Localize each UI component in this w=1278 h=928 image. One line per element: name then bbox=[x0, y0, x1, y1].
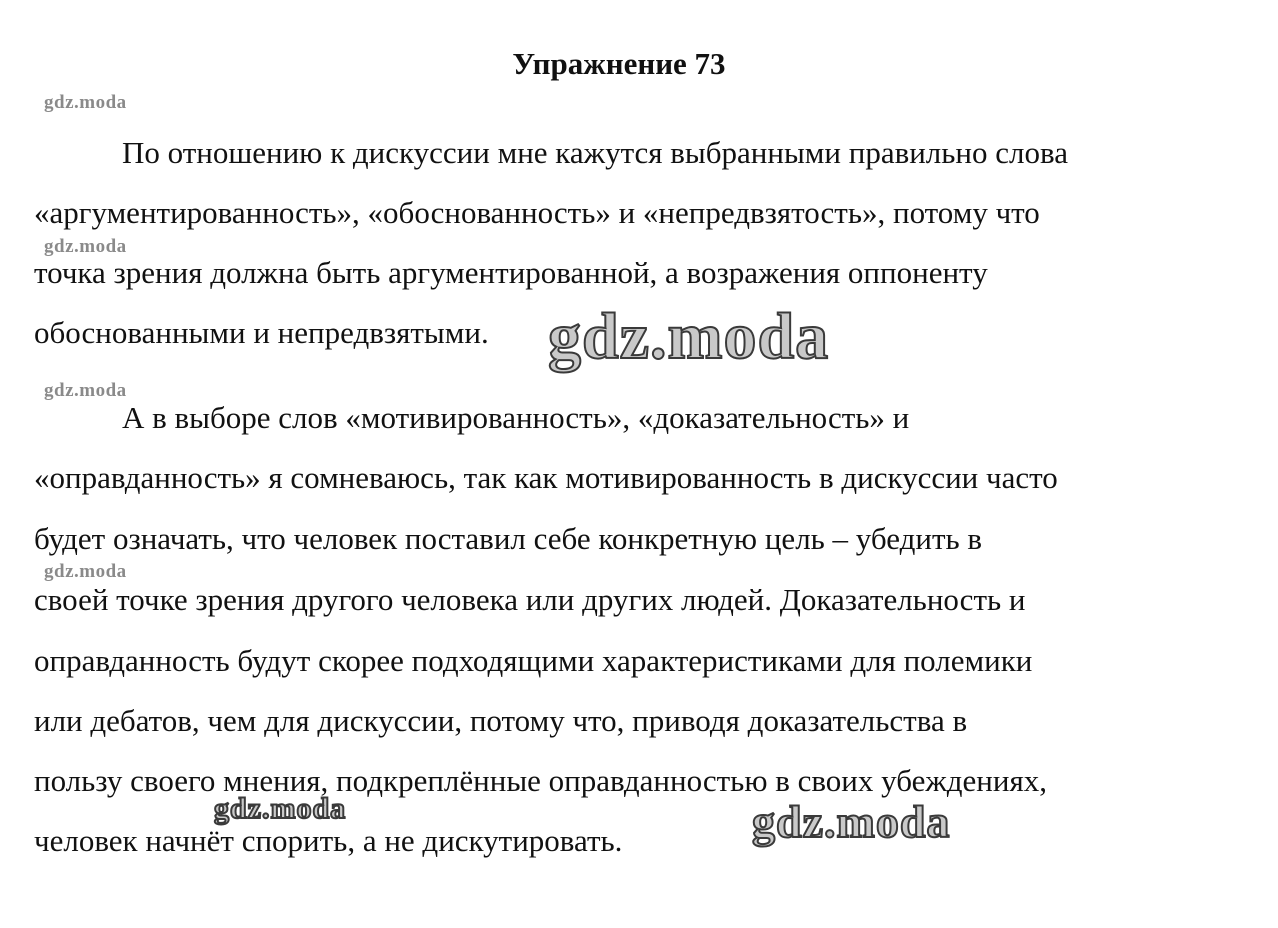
paragraph1-line: «аргументированность», «обоснованность» и «непредвзятость», потому что bbox=[34, 195, 1040, 230]
watermark-small: gdz.moda bbox=[44, 380, 127, 401]
exercise-title: Упражнение 73 bbox=[512, 46, 726, 81]
paragraph1-line: По отношению к дискуссии мне кажутся выбранными правильно слова bbox=[122, 135, 1068, 170]
watermark-small: gdz.moda bbox=[44, 561, 127, 582]
paragraph2-line: человек начнёт спорить, а не дискутировать. bbox=[34, 823, 623, 858]
paragraph2-line: А в выборе слов «мотивированность», «доказательность» и bbox=[122, 400, 910, 435]
paragraph2-line: своей точке зрения другого человека или других людей. Доказательность и bbox=[34, 582, 1026, 617]
paragraph2-line: или дебатов, чем для дискуссии, потому что, приводя доказательства в bbox=[34, 703, 968, 738]
paragraph2-line: оправданность будут скорее подходящими характеристиками для полемики bbox=[34, 643, 1033, 678]
watermark-small: gdz.moda bbox=[44, 236, 127, 257]
paragraph1-line: точка зрения должна быть аргументированной, а возражения оппоненту bbox=[34, 255, 988, 290]
watermark-small: gdz.moda bbox=[44, 92, 127, 113]
watermark-large: gdz.moda bbox=[548, 300, 830, 373]
paragraph2-line: «оправданность» я сомневаюсь, так как мотивированность в дискуссии часто bbox=[34, 460, 1058, 495]
paragraph2-line: будет означать, что человек поставил себе конкретную цель – убедить в bbox=[34, 521, 983, 556]
watermark-bottom-left: gdz.moda bbox=[214, 792, 347, 825]
paragraph2-line: пользу своего мнения, подкреплённые оправданностью в своих убеждениях, bbox=[34, 763, 1047, 798]
watermark-bottom-right: gdz.moda bbox=[752, 796, 951, 847]
paragraph1-line: обоснованными и непредвзятыми. bbox=[34, 315, 489, 350]
